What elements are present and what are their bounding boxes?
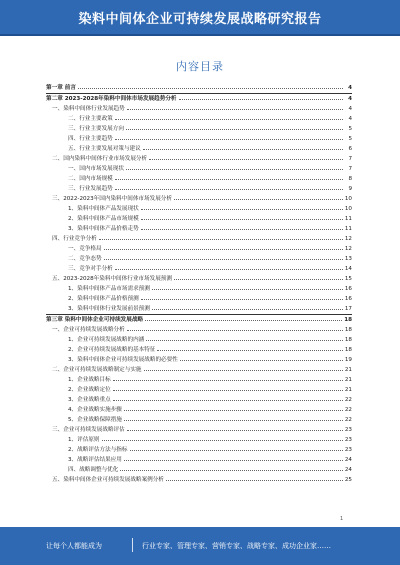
- toc-entry[interactable]: [46, 274, 352, 284]
- toc-leader-dots: [120, 465, 343, 471]
- toc-entry[interactable]: [46, 395, 352, 405]
- toc-entry-page: 6: [348, 146, 352, 152]
- toc-leader-dots: [152, 284, 343, 290]
- toc-entry-page: 22: [344, 397, 352, 403]
- toc-leader-dots: [166, 475, 343, 481]
- toc-leader-dots: [124, 455, 343, 461]
- toc-entry-page: 12: [344, 246, 352, 252]
- footer-slogan-right: 行业专家、管理专家、营销专家、战略专家、成功企业家……: [142, 542, 331, 550]
- toc-leader-dots: [113, 395, 343, 401]
- toc-entry[interactable]: [46, 93, 352, 104]
- toc-leader-dots: [115, 174, 343, 180]
- toc-entry[interactable]: [46, 114, 352, 124]
- toc-leader-dots: [157, 345, 342, 351]
- toc-entry-text: 第三章 染料中间体企业可持续发展战略: [46, 317, 144, 323]
- toc-entry[interactable]: [46, 194, 352, 204]
- toc-entry-text: 四、行业主要趋势: [68, 136, 113, 142]
- toc-entry-text: 三、2022-2023年国内染料中间体市场发展分析: [52, 196, 172, 202]
- toc-entry-text: 五、2023-2028年染料中间体行业市场发展预测: [52, 276, 172, 282]
- toc-entry[interactable]: [46, 254, 352, 264]
- toc-leader-dots: [146, 335, 343, 341]
- toc-entry-text: 二、国内市场规模: [68, 176, 113, 182]
- toc-leader-dots: [174, 194, 343, 200]
- toc-entry-page: 4: [348, 85, 352, 91]
- toc-entry[interactable]: [46, 83, 352, 93]
- toc-leader-dots: [141, 214, 343, 220]
- toc-entry-page: 7: [348, 166, 352, 172]
- toc-entry-page: 14: [344, 266, 352, 272]
- toc-entry-text: 三、企业可持续发展战略评估: [52, 427, 125, 433]
- toc-entry-text: 3、染料中间体行业发展前景预测: [68, 306, 150, 312]
- toc-leader-dots: [174, 274, 343, 280]
- toc-entry[interactable]: [46, 214, 352, 224]
- toc-entry[interactable]: [46, 234, 352, 244]
- toc-entry[interactable]: [46, 445, 352, 455]
- toc-entry[interactable]: [46, 144, 352, 154]
- toc-entry[interactable]: [46, 475, 352, 485]
- toc-leader-dots: [141, 294, 343, 300]
- toc-entry-text: 2、染料中间体产品价格预测: [68, 296, 139, 302]
- toc-entry-page: 18: [344, 337, 352, 343]
- toc-entry[interactable]: [46, 184, 352, 194]
- toc-entry[interactable]: [46, 455, 352, 465]
- toc-entry-page: 21: [344, 367, 352, 373]
- toc-entry-text: 5、企业战略保障措施: [68, 417, 122, 423]
- toc-entry-page: 12: [344, 236, 352, 242]
- toc-leader-dots: [124, 415, 343, 421]
- toc-entry[interactable]: [46, 405, 352, 415]
- toc-entry-text: 第一章 前言: [46, 85, 76, 91]
- toc-entry-page: 5: [348, 126, 352, 132]
- toc-entry[interactable]: [46, 355, 352, 365]
- toc-entry-page: 4: [348, 96, 352, 102]
- table-of-contents: [46, 83, 352, 485]
- toc-leader-dots: [115, 184, 343, 190]
- report-title: 染料中间体企业可持续发展战略研究报告: [78, 12, 322, 27]
- toc-entry[interactable]: [46, 124, 352, 134]
- toc-entry[interactable]: [46, 375, 352, 385]
- toc-entry-page: 18: [344, 327, 352, 333]
- page-number: 1: [340, 516, 344, 522]
- toc-leader-dots: [78, 83, 343, 89]
- toc-entry[interactable]: [46, 314, 352, 325]
- toc-entry-page: 15: [344, 276, 352, 282]
- toc-entry[interactable]: [46, 204, 352, 214]
- toc-leader-dots: [180, 355, 343, 361]
- toc-entry-text: 1、评估原则: [68, 437, 100, 443]
- toc-leader-dots: [115, 134, 343, 140]
- toc-entry-page: 24: [344, 467, 352, 473]
- toc-leader-dots: [141, 224, 343, 230]
- header-rule: [0, 34, 400, 36]
- toc-entry-text: 第二章 2023-2028年染料中间体市场发展趋势分析: [46, 96, 177, 102]
- toc-entry-page: 8: [348, 176, 352, 182]
- toc-entry[interactable]: [46, 385, 352, 395]
- toc-leader-dots: [113, 375, 343, 381]
- toc-leader-dots: [126, 124, 343, 130]
- toc-entry[interactable]: [46, 465, 352, 475]
- toc-entry-page: 17: [344, 306, 352, 312]
- toc-leader-dots: [144, 365, 343, 371]
- toc-entry-text: 二、国内染料中间体行业市场发展分析: [52, 156, 148, 162]
- toc-entry-page: 10: [344, 196, 352, 202]
- toc-leader-dots: [127, 104, 343, 110]
- toc-title: 内容目录: [176, 60, 224, 73]
- toc-entry[interactable]: [46, 365, 352, 375]
- toc-leader-dots: [115, 264, 343, 270]
- toc-entry-text: 2、企业战略定位: [68, 387, 111, 393]
- toc-leader-dots: [127, 425, 343, 431]
- toc-entry[interactable]: [46, 304, 352, 314]
- toc-entry-text: 3、战略评估结果应用: [68, 457, 122, 463]
- footer-slogan-left: 让每个人都能成为: [46, 542, 102, 550]
- toc-entry[interactable]: [46, 134, 352, 144]
- toc-entry-text: 1、企业可持续发展战略的内涵: [68, 337, 145, 343]
- toc-entry[interactable]: [46, 224, 352, 234]
- toc-entry-text: 2、战略评估方法与指标: [68, 447, 128, 453]
- toc-leader-dots: [141, 204, 343, 210]
- toc-entry-page: 23: [344, 447, 352, 453]
- toc-leader-dots: [104, 254, 343, 260]
- toc-entry-text: 一、国内市场发展现状: [68, 166, 124, 172]
- toc-entry[interactable]: [46, 325, 352, 335]
- toc-entry-page: 23: [344, 437, 352, 443]
- toc-entry[interactable]: [46, 435, 352, 445]
- toc-leader-dots: [127, 325, 343, 331]
- toc-entry[interactable]: [46, 244, 352, 254]
- toc-entry-text: 三、竞争对手分析: [68, 266, 113, 272]
- toc-entry-text: 2、染料中间体产品市场规模: [68, 216, 139, 222]
- toc-leader-dots: [130, 445, 343, 451]
- toc-entry-text: 3、染料中间体企业可持续发展战略的必要性: [68, 357, 178, 363]
- toc-entry-page: 22: [344, 407, 352, 413]
- toc-entry-text: 三、行业发展趋势: [68, 186, 113, 192]
- toc-entry[interactable]: [46, 425, 352, 435]
- toc-entry-text: 三、行业主要发展方向: [68, 126, 124, 132]
- toc-leader-dots: [115, 114, 343, 120]
- toc-entry-text: 1、企业战略目标: [68, 377, 111, 383]
- footer-divider: [132, 538, 133, 552]
- toc-entry-page: 16: [344, 286, 352, 292]
- toc-entry[interactable]: [46, 284, 352, 294]
- toc-entry-text: 五、行业主要发展对策与建议: [68, 146, 141, 152]
- toc-entry-page: 23: [344, 427, 352, 433]
- toc-leader-dots: [124, 405, 343, 411]
- toc-entry-text: 1、染料中间体产品发展现状: [68, 206, 139, 212]
- toc-entry-page: 24: [344, 457, 352, 463]
- toc-leader-dots: [102, 435, 343, 441]
- toc-entry-page: 11: [344, 226, 352, 232]
- toc-leader-dots: [143, 144, 343, 150]
- toc-entry-text: 二、行业主要政策: [68, 116, 113, 122]
- toc-entry[interactable]: [46, 154, 352, 164]
- toc-entry-text: 四、战略调整与优化: [68, 467, 119, 473]
- toc-leader-dots: [145, 315, 342, 321]
- toc-entry-text: 一、竞争格局: [68, 246, 102, 252]
- toc-entry[interactable]: [46, 415, 352, 425]
- toc-entry-text: 3、染料中间体产品价格走势: [68, 226, 139, 232]
- toc-entry-page: 22: [344, 417, 352, 423]
- toc-entry[interactable]: [46, 164, 352, 174]
- toc-entry-page: 11: [344, 216, 352, 222]
- toc-entry-page: 9: [348, 186, 352, 192]
- toc-entry-page: 19: [344, 357, 352, 363]
- toc-entry-page: 4: [348, 106, 352, 112]
- toc-entry-text: 一、染料中间体行业发展趋势: [52, 106, 125, 112]
- toc-entry-page: 10: [344, 206, 352, 212]
- toc-entry-page: 25: [344, 477, 352, 483]
- toc-entry[interactable]: [46, 264, 352, 274]
- toc-entry-page: 21: [344, 387, 352, 393]
- toc-entry-text: 二、竞争态势: [68, 256, 102, 262]
- toc-leader-dots: [104, 244, 343, 250]
- toc-leader-dots: [179, 94, 343, 100]
- toc-entry-page: 7: [348, 156, 352, 162]
- toc-entry-text: 3、企业战略重点: [68, 397, 111, 403]
- toc-leader-dots: [99, 234, 343, 240]
- toc-leader-dots: [152, 304, 343, 310]
- toc-entry-text: 1、染料中间体产品市场需求预测: [68, 286, 150, 292]
- toc-entry[interactable]: [46, 174, 352, 184]
- toc-entry-text: 二、企业可持续发展战略制定与实施: [52, 367, 142, 373]
- toc-entry-page: 18: [344, 317, 352, 323]
- toc-entry-page: 16: [344, 296, 352, 302]
- toc-entry[interactable]: [46, 104, 352, 114]
- toc-entry[interactable]: [46, 345, 352, 355]
- toc-entry-text: 五、染料中间体企业可持续发展战略案例分析: [52, 477, 164, 483]
- toc-entry[interactable]: [46, 294, 352, 304]
- toc-leader-dots: [113, 385, 343, 391]
- toc-entry-page: 13: [344, 256, 352, 262]
- toc-entry-page: 5: [348, 136, 352, 142]
- toc-entry-page: 21: [344, 377, 352, 383]
- toc-entry[interactable]: [46, 335, 352, 345]
- toc-entry-page: 4: [348, 116, 352, 122]
- toc-entry-text: 2、企业可持续发展战略的基本特征: [68, 347, 156, 353]
- toc-entry-text: 4、企业战略实施步骤: [68, 407, 122, 413]
- toc-entry-page: 18: [344, 347, 352, 353]
- toc-entry-text: 四、行业竞争分析: [52, 236, 97, 242]
- toc-entry-text: 一、企业可持续发展战略分析: [52, 327, 125, 333]
- toc-leader-dots: [126, 164, 343, 170]
- toc-leader-dots: [149, 154, 343, 160]
